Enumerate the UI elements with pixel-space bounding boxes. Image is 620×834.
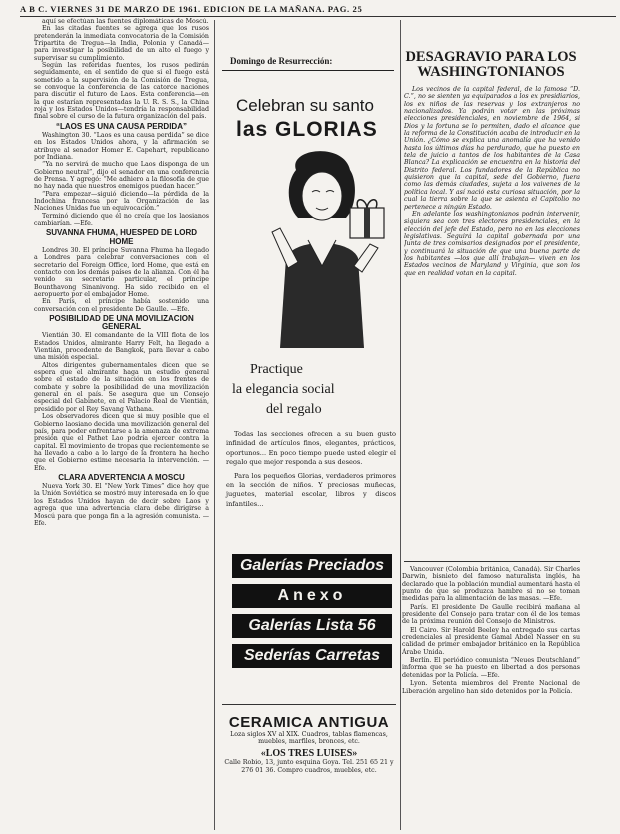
archive-watermark: ​ [8, 177, 39, 201]
right-separator [404, 561, 580, 562]
ad-body-paragraph: Todas las secciones ofrecen a su buen gusto infinidad de artículos finos, elegantes, prácticos, oportunos... En poco tiempo puede usted elegir el regalo que mejor responda a sus deseos. [226, 430, 396, 467]
right-title-line-2: WASHINGTONIANOS [417, 64, 565, 80]
ad-headline-big: las GLORIAS [236, 118, 378, 141]
ad-rule [222, 70, 394, 71]
left-paragraph: “Ya no servirá de mucho que Laos disponga de un Gobierno neutral”, dijo el senador en una conferencia de Prensa. Y agregó: “Me adhiero a la filosofía de que no hay nada que nuestros enemigos puedan hacer.” [34, 161, 209, 191]
left-paragraph: Londres 30. El príncipe Suvanna Fhuma ha llegado a Londres para celebrar conversaciones con el secretario del Foreign Office, lord Home, que está en contacto con los demás países de la alianza. Con él ha venido su secretario particular, el príncipe Bounthavong Sinanivong. Ha sido recibido en el aeropuerto por el embajador Home. [34, 246, 209, 298]
right-italic-paragraph: Los vecinos de la capital federal, de la famosa “D. C.”, no se sienten ya equiparados a los ex presidiarios, los ex niños de las reservas y los extranjeros no nacionalizados. Ya podrán votar en las próximas elecciones presidenciales, en noviembre de 1964, si Dios y la fortuna se lo permiten, dado el alcance que la reforma de la Constitución acaba de introducir en la Unión. ¿Cómo se explica una anomalía que ha venido hasta los últimos días ha perdurado, que ha puesto en tela de juicio a tantos de los habitantes de la Casa Blanca? La explicación se encuentra en la historia del Distrito federal. Los fundadores de la República no quisieron que la capital, sede del Gobierno, fuera como las demás ciudades, sujeta a los vaivenes de la política local. Y así nació esta curiosa situación, por la cual la tierra sobre la que se asienta el Capitolio no pertenece a ningún Estado. [404, 86, 580, 211]
ceramica-title: CERAMICA ANTIGUA [228, 714, 390, 731]
ad-bottom-rule [222, 704, 396, 705]
right-article-title [404, 50, 578, 80]
right-brief: El Cairo. Sir Harold Beeley ha entregado sus cartas credenciales al presidente Gamal Abdel Nasser en su calidad de primer embajador británico en la República Árabe Unida. [402, 626, 580, 656]
right-briefs [402, 566, 580, 834]
right-brief: Berlín. El periódico comunista “Neues Deutschland” informa que se ha puesto en libertad a dos personas detenidas por la Policía. —Efe. [402, 657, 580, 679]
ceramica-shop-name: «LOS TRES LUISES» [260, 748, 358, 760]
column-rule-left [214, 20, 215, 830]
store-logo-sederias-carretas: Sederías Carretas [232, 644, 392, 668]
page-header: A B C. VIERNES 31 DE MARZO DE 1961. EDICION DE LA MAÑANA. PAG. 25 [20, 4, 616, 17]
column-rule-right [400, 20, 401, 830]
ad-body-paragraph: Para los pequeños Glorias, verdaderos primores en la sección de niños. Y preciosas muñecas, juguetes, material escolar, libros y discos infantiles... [226, 471, 396, 508]
left-paragraph: Nueva York 30. El “New York Times” dice hoy que la Unión Soviética se mostró muy interesada en lo que los Estados Unidos hayan de decir sobre Laos y agrega que una advertencia clara debe dirigirse a Moscú para que ponga fin a la agresión comunista. —Efe. [34, 483, 209, 527]
ad-body-text [226, 430, 396, 513]
ad-headline: Celebran su santo [236, 96, 374, 115]
headline-suvanna-fhuma: SUVANNA FHUMA, HUESPED DE LORD HOME [45, 228, 198, 246]
left-paragraph: En París, el príncipe había sostenido una conversación con el presidente De Gaulle. —Efe. [34, 298, 209, 313]
ad-slogan-line-3: del regalo [266, 402, 322, 417]
ad-kicker: Domingo de Resurrección: [230, 56, 333, 66]
headline-laos-causa-perdida: “LAOS ES UNA CAUSA PERDIDA” [56, 121, 187, 131]
headline-advertencia-moscu: CLARA ADVERTENCIA A MOSCU [58, 472, 185, 482]
right-brief: París. El presidente De Gaulle recibirá mañana al presidente del Consejo para tratar con él de los temas de la próxima reunión del Consejo de Ministros. [402, 603, 580, 626]
headline-movilizacion-general: POSIBILIDAD DE UNA MOVILIZACION GENERAL [49, 313, 194, 332]
store-logo-galerias-preciados: Galerías Preciados [232, 554, 392, 578]
left-paragraph: Los observadores dicen que si muy posible que el Gobierno laosiano decida una movilización general del país, para poder enfrentarse a la amenaza de extrema presión que el Pathet Lao podría ejercer contra la capital. El movimiento de tropas que recientemente se ha llevado a cabo a lo largo de la frontera ha hecho que el Gobierno estime necesaria la intervención. —Efe. [34, 413, 209, 472]
ceramica-description: Loza siglos XV al XIX. Cuadros, tablas flamencas, muebles, marfiles, bronces, etc. [230, 731, 388, 746]
left-paragraph: Washington 30. “Laos es una causa perdida” se dice en los Estados Unidos ahora, y la afirmación se atribuye al senador Homer E. Capehart, republicano por Indiana. [34, 132, 209, 162]
ad-slogan-line-2: la elegancia social [232, 382, 335, 397]
right-brief: Vancouver (Colombia británica, Canadá). Sir Charles Darwin, bisnieto del famoso naturalista inglés, ha declarado que la población mundial aumentará hasta el punto de que se produzca hambre si no se toman medidas para la alimentación de las masas. —Efe. [402, 566, 580, 603]
left-paragraph: Según las referidas fuentes, los rusos pedirán seguidamente, en el sentido de que si el fuego está sometido a la supervisión de la Comisión de Tregua, se convoque la conferencia de las catorce naciones para discutir el futuro de Laos. Esta conferencia—en la que estarían representadas la U. R. S. S., la China roja y los Estados Unidos—tendría la responsabilidad final sobre el curso de la futura organización del país. [34, 62, 209, 121]
right-italic-paragraph: En adelante los washingtonianos podrán intervenir, siquiera sea con tres electores presidenciales, en la elección del jefe del Estado, pero no en las elecciones legislativas. Seguirá la capital gobernada por una Junta de tres comisarios designados por el presidente, y continuará la situación de que una buena parte de los habitantes —los que allí trabajan— viven en los Estados vecinos de Maryland y Virginia, que son los que en realidad votan en la capital. [404, 210, 580, 277]
woman-with-gift-illustration [258, 148, 398, 348]
ceramica-antigua-ad [222, 714, 396, 774]
ad-slogan-line-1: Practique [250, 362, 303, 377]
left-news-column [34, 18, 209, 830]
right-article-body [404, 86, 580, 558]
left-paragraph: Terminó diciendo que él no creía que los laosianos cambiarían. —Efe. [34, 212, 209, 228]
right-title-line-1: DESAGRAVIO PARA LOS [405, 49, 577, 65]
left-paragraph: En las citadas fuentes se agrega que los rusos pretenderán la inmediata convocatoria de la Comisión Tripartita de Tregua—la India, Polonia y Canadá—para investigar la posibilidad de un alto el fuego y supervisar su cumplimiento. [34, 25, 209, 62]
left-paragraph: “Para empezar—siguió diciendo—la pérdida de la Indochina francesa por la Organización de las Naciones Unidas fue un equivocación.” [34, 190, 209, 213]
left-paragraph: aquí se efectúan las fuentes diplomáticas de Moscú. [42, 18, 209, 25]
left-paragraph: Vientián 30. El comandante de la VIII flota de los Estados Unidos, almirante Harry Felt, ha llegado a Vientián, procedente de Bangkok, para llevar a cabo una misión especial. [34, 332, 209, 362]
right-brief: Lyon. Setenta miembros del Frente Nacional de Liberación argelino han sido detenidos por la Policía. [402, 680, 580, 695]
galerias-preciados-advertisement [222, 52, 396, 664]
store-logo-anexo: Anexo [232, 584, 392, 608]
store-logo-galerias-lista-56: Galerías Lista 56 [232, 614, 392, 638]
ceramica-address: Calle Robio, 13, junto esquina Goya. Tel. 251 65 21 y 276 01 36. Compro cuadros, muebles, etc. [224, 759, 394, 774]
left-paragraph: Altos dirigentes gubernamentales dicen que se espera que el almirante haga un estudio general sobre el estado de la situación en los frentes de combate y sobre la posibilidad de una movilización general en el país. Se asegura que un Consejo especial del Gabinete, en el Palacio Real de Vientián, presidido por el Rey Savang Vathana. [34, 361, 209, 413]
